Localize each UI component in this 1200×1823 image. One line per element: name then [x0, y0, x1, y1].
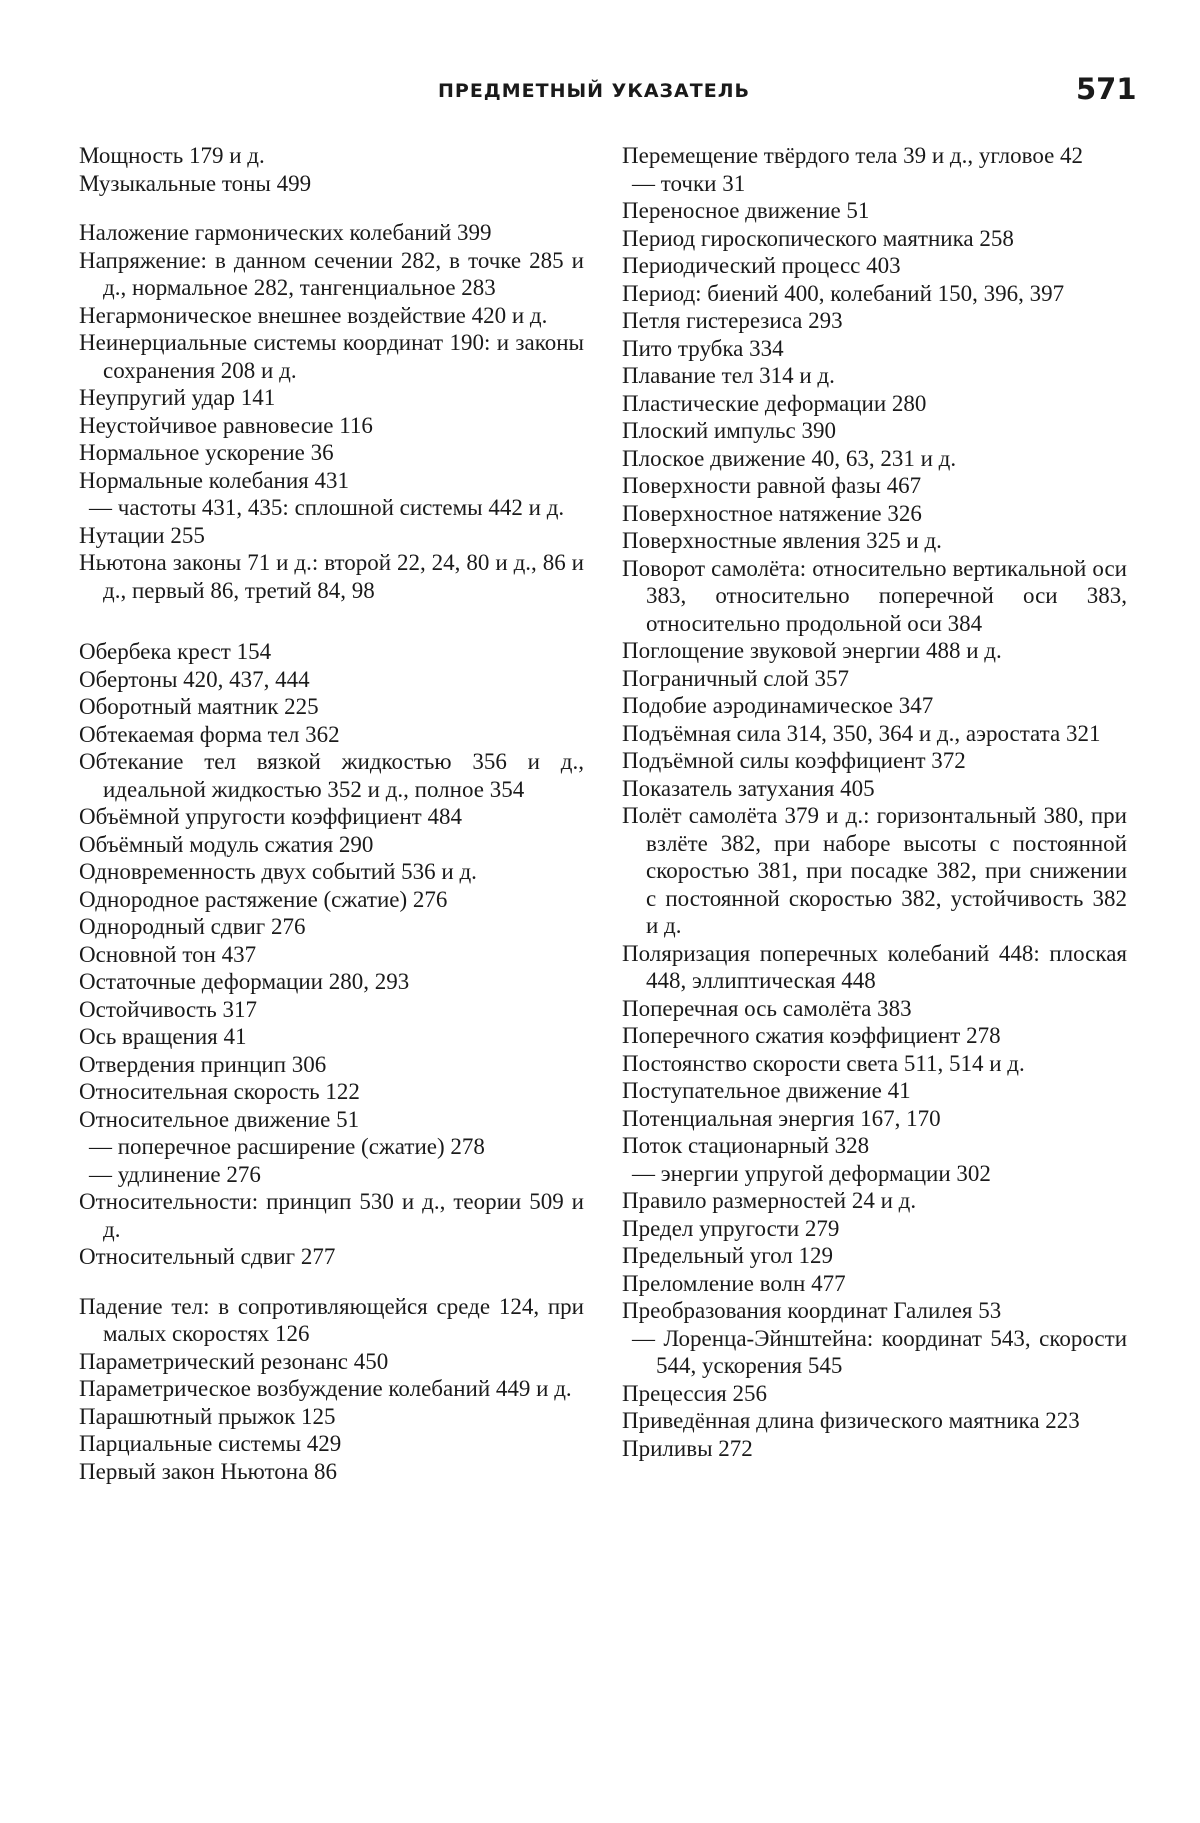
index-entry: Объёмный модуль сжатия 290 — [79, 831, 374, 857]
index-entry: Полёт самолёта 379 и д.: горизонтальный 380, при взлёте 382, при наборе высоты с постоянной скоростью 381, при посадке 382, при снижении с постоянной скоростью 382, устойчивость 382 и д. — [622, 803, 1127, 938]
index-entry: Перемещение твёрдого тела 39 и д., угловое 42 — [622, 143, 1084, 168]
index-entry: Правило размерностей 24 и д. — [622, 1188, 917, 1213]
index-entry: Нормальное ускорение 36 — [79, 440, 334, 465]
index-column-left — [79, 142, 584, 1485]
index-entry: Поверхностное натяжение 326 — [622, 500, 922, 526]
index-entry: Периодический процесс 403 — [622, 253, 901, 278]
index-entry: Поворот самолёта: относительно вертикальной оси 383, относительно поперечной оси 383, относительно продольной оси 384 — [622, 555, 1127, 636]
index-entry: Поверхностные явления 325 и д. — [622, 528, 942, 553]
index-entry: Петля гистерезиса 293 — [622, 308, 843, 333]
index-entry: Прецессия 256 — [622, 1380, 767, 1406]
index-entry: Относительное движение 51 — [79, 1106, 360, 1132]
running-title: ПРЕДМЕТНЫЙ УКАЗАТЕЛЬ — [438, 80, 750, 102]
index-entry: Основной тон 437 — [79, 941, 257, 967]
index-entry: Пластические деформации 280 — [622, 390, 927, 416]
index-entry: Ньютона законы 71 и д.: второй 22, 24, 80 и д., 86 и д., первый 86, третий 84, 98 — [79, 550, 584, 603]
index-entry: Мощность 179 и д. — [79, 143, 265, 168]
index-subentry: — удлинение 276 — [89, 1161, 261, 1187]
index-entry: Пито трубка 334 — [622, 335, 784, 361]
index-entry: Поверхности равной фазы 467 — [622, 473, 922, 498]
index-entry: Предельный угол 129 — [622, 1243, 833, 1268]
index-entry: Плоский импульс 390 — [622, 418, 836, 443]
index-entry: Подъёмная сила 314, 350, 364 и д., аэростата 321 — [622, 720, 1101, 746]
index-entry: Поглощение звуковой энергии 488 и д. — [622, 638, 1002, 663]
index-entry: Наложение гармонических колебаний 399 — [79, 220, 492, 245]
index-entry: Нутации 255 — [79, 522, 205, 548]
index-entry: Напряжение: в данном сечении 282, в точке 285 и д., нормальное 282, тангенциальное 283 — [79, 247, 584, 300]
index-entry: Поперечного сжатия коэффициент 278 — [622, 1023, 1001, 1048]
index-entry: Относительный сдвиг 277 — [79, 1244, 336, 1269]
index-entry: Остойчивость 317 — [79, 996, 258, 1022]
index-entry: Нормальные колебания 431 — [79, 467, 350, 493]
index-entry: Параметрический резонанс 450 — [79, 1348, 389, 1374]
index-entry: Период гироскопического маятника 258 — [622, 225, 1014, 251]
index-entry: Оборотный маятник 225 — [79, 694, 319, 719]
index-entry: Поперечная ось самолёта 383 — [622, 995, 912, 1021]
index-entry: Приливы 272 — [622, 1435, 753, 1461]
index-entry: Относительности: принцип 530 и д., теории 509 и д. — [79, 1189, 584, 1242]
index-entry: Падение тел: в сопротивляющейся среде 124, при малых скоростях 126 — [79, 1293, 584, 1346]
index-entry: Преломление волн 477 — [622, 1270, 846, 1296]
index-entry: Поляризация поперечных колебаний 448: плоская 448, эллиптическая 448 — [622, 940, 1127, 993]
index-entry: Постоянство скорости света 511, 514 и д. — [622, 1050, 1025, 1076]
index-entry: Объёмной упругости коэффициент 484 — [79, 804, 462, 829]
index-entry: Переносное движение 51 — [622, 198, 870, 223]
index-entry: Обтекание тел вязкой жидкостью 356 и д., идеальной жидкостью 352 и д., полное 354 — [79, 749, 584, 802]
index-subentry: — энергии упругой деформации 302 — [632, 1160, 991, 1186]
index-entry: Остаточные деформации 280, 293 — [79, 969, 410, 994]
index-entry: Парциальные системы 429 — [79, 1431, 342, 1456]
page-number: 571 — [1076, 72, 1137, 106]
index-entry: Относительная скорость 122 — [79, 1079, 360, 1104]
index-column-right — [622, 142, 1127, 1462]
index-entry: Поступательное движение 41 — [622, 1078, 911, 1103]
index-entry: Обербека крест 154 — [79, 639, 272, 664]
index-entry: Подъёмной силы коэффициент 372 — [622, 748, 966, 773]
index-entry: Парашютный прыжок 125 — [79, 1403, 336, 1429]
index-entry: Неустойчивое равновесие 116 — [79, 412, 373, 438]
index-entry: Показатель затухания 405 — [622, 775, 875, 801]
index-entry: Однородное растяжение (сжатие) 276 — [79, 886, 448, 912]
index-entry: Подобие аэродинамическое 347 — [622, 693, 934, 718]
index-entry: Однородный сдвиг 276 — [79, 914, 306, 939]
index-entry: Одновременность двух событий 536 и д. — [79, 859, 477, 884]
index-entry: Плоское движение 40, 63, 231 и д. — [622, 445, 957, 471]
index-entry: Потенциальная энергия 167, 170 — [622, 1105, 941, 1131]
index-entry: Пограничный слой 357 — [622, 665, 850, 691]
index-entry: Музыкальные тоны 499 — [79, 170, 312, 196]
index-entry: Первый закон Ньютона 86 — [79, 1458, 338, 1484]
index-entry: Отвердения принцип 306 — [79, 1051, 327, 1077]
index-entry: Параметрическое возбуждение колебаний 449 и д. — [79, 1376, 572, 1401]
index-entry: Приведённая длина физического маятника 223 — [622, 1408, 1080, 1433]
index-entry: Период: биений 400, колебаний 150, 396, 397 — [622, 280, 1065, 306]
index-entry: Предел упругости 279 — [622, 1215, 840, 1241]
index-entry: Обтекаемая форма тел 362 — [79, 721, 340, 747]
index-subentry: — точки 31 — [632, 170, 746, 196]
index-entry: Обертоны 420, 437, 444 — [79, 666, 310, 692]
index-entry: Ось вращения 41 — [79, 1024, 247, 1049]
index-entry: Плавание тел 314 и д. — [622, 363, 835, 388]
index-entry: Негармоническое внешнее воздействие 420 и д. — [79, 302, 548, 328]
index-subentry: — Лоренца-Эйнштейна: координат 543, скорости 544, ускорения 545 — [632, 1325, 1127, 1378]
index-subentry: — частоты 431, 435: сплошной системы 442 и д. — [89, 495, 565, 520]
index-entry: Неупругий удар 141 — [79, 385, 276, 410]
index-entry: Неинерциальные системы координат 190: и законы сохранения 208 и д. — [79, 330, 584, 383]
index-entry: Преобразования координат Галилея 53 — [622, 1298, 1002, 1323]
index-subentry: — поперечное расширение (сжатие) 278 — [89, 1134, 485, 1159]
page-header — [0, 72, 1200, 120]
index-entry: Поток стационарный 328 — [622, 1133, 870, 1158]
